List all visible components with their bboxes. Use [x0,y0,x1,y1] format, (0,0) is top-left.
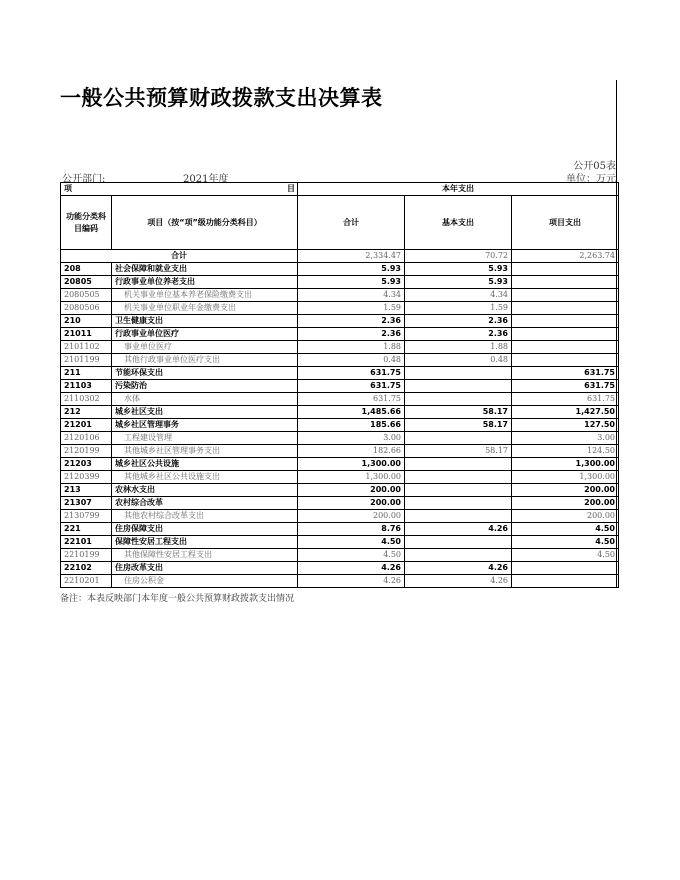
table-row [61,393,619,406]
table-row [61,549,619,562]
name-cell: 社会保障和就业支出 [112,263,298,276]
project-cell: 4.50 [512,523,619,536]
project-cell: 4.50 [512,536,619,549]
total-cell: 200.00 [298,497,405,510]
total-cell: 631.75 [298,393,405,406]
basic-cell [405,536,512,549]
basic-cell [405,510,512,523]
basic-cell [405,393,512,406]
basic-cell [405,471,512,484]
total-cell: 182.66 [298,445,405,458]
name-cell: 其他城乡社区管理事务支出 [112,445,298,458]
project-cell: 200.00 [512,484,619,497]
code-cell: 221 [61,523,112,536]
project-cell [512,302,619,315]
table-row [61,575,619,588]
total-cell: 2.36 [298,328,405,341]
page-title: 一般公共预算财政拨款支出决算表 [60,86,383,110]
total-row [61,250,619,263]
code-cell: 21201 [61,419,112,432]
total-cell: 631.75 [298,380,405,393]
name-cell: 住房公积金 [112,575,298,588]
basic-cell: 5.93 [405,263,512,276]
name-cell: 城乡社区管理事务 [112,419,298,432]
code-cell: 21103 [61,380,112,393]
project-cell: 631.75 [512,380,619,393]
project-cell: 1,300.00 [512,458,619,471]
name-cell: 住房改革支出 [112,562,298,575]
project-cell [512,354,619,367]
table-row [61,432,619,445]
code-cell: 22101 [61,536,112,549]
department-label: 公开部门: [62,174,106,185]
total-row-basic: 70.72 [405,250,512,263]
basic-cell [405,484,512,497]
basic-cell [405,367,512,380]
table-row [61,523,619,536]
code-cell: 2210199 [61,549,112,562]
total-cell: 1.59 [298,302,405,315]
project-cell: 1,300.00 [512,471,619,484]
table-row [61,484,619,497]
project-cell: 1,427.50 [512,406,619,419]
basic-cell: 5.93 [405,276,512,289]
header-row-top [61,183,619,196]
total-cell: 1,300.00 [298,471,405,484]
project-cell [512,562,619,575]
name-cell: 其他行政事业单位医疗支出 [112,354,298,367]
name-cell: 水体 [112,393,298,406]
code-cell: 213 [61,484,112,497]
table-row [61,328,619,341]
name-cell: 事业单位医疗 [112,341,298,354]
name-cell: 工程建设管理 [112,432,298,445]
basic-cell: 0.48 [405,354,512,367]
table-row [61,562,619,575]
total-cell: 200.00 [298,510,405,523]
code-cell: 2101199 [61,354,112,367]
name-column-header: 项目（按“项”级功能分类科目） [112,196,298,250]
name-cell: 农村综合改革 [112,497,298,510]
table-row [61,367,619,380]
total-cell: 1.88 [298,341,405,354]
name-cell: 机关事业单位职业年金缴费支出 [112,302,298,315]
code-cell: 21307 [61,497,112,510]
name-cell: 住房保障支出 [112,523,298,536]
basic-cell: 2.36 [405,315,512,328]
total-cell: 200.00 [298,484,405,497]
code-cell: 2120399 [61,471,112,484]
total-column-header: 合计 [298,196,405,250]
project-cell: 127.50 [512,419,619,432]
basic-column-header: 基本支出 [405,196,512,250]
project-column-header: 项目支出 [512,196,619,250]
total-cell: 3.00 [298,432,405,445]
code-cell: 21203 [61,458,112,471]
name-cell: 其他城乡社区公共设施支出 [112,471,298,484]
code-column-header: 功能分类科目编码 [61,196,112,250]
table-row [61,497,619,510]
code-cell: 2101102 [61,341,112,354]
table-row [61,380,619,393]
basic-cell: 58.17 [405,445,512,458]
total-cell: 8.76 [298,523,405,536]
total-row-total: 2,334.47 [298,250,405,263]
name-cell: 节能环保支出 [112,367,298,380]
project-cell: 200.00 [512,510,619,523]
project-cell [512,263,619,276]
basic-cell: 1.88 [405,341,512,354]
project-cell: 3.00 [512,432,619,445]
expenditure-table [60,182,619,588]
total-cell: 4.50 [298,536,405,549]
total-row-project: 2,263.74 [512,250,619,263]
project-cell: 4.50 [512,549,619,562]
project-cell [512,575,619,588]
table-row [61,510,619,523]
item-header-cell [61,183,298,196]
code-cell: 2120199 [61,445,112,458]
total-cell: 0.48 [298,354,405,367]
code-cell: 22102 [61,562,112,575]
name-cell: 其他农村综合改革支出 [112,510,298,523]
footnote: 备注：本表反映部门本年度一般公共预算财政拨款支出情况 [60,594,295,604]
project-cell [512,315,619,328]
basic-cell: 2.36 [405,328,512,341]
basic-cell: 58.17 [405,406,512,419]
table-row [61,471,619,484]
project-cell: 200.00 [512,497,619,510]
code-cell: 208 [61,263,112,276]
project-cell [512,276,619,289]
report-year: 2021年度 [183,174,229,185]
basic-cell [405,549,512,562]
table-row [61,289,619,302]
name-cell: 城乡社区公共设施 [112,458,298,471]
basic-cell [405,432,512,445]
table-row [61,302,619,315]
header-row-columns [61,196,619,250]
basic-cell: 4.26 [405,562,512,575]
total-cell: 5.93 [298,263,405,276]
code-cell: 211 [61,367,112,380]
project-cell [512,289,619,302]
name-cell: 行政事业单位养老支出 [112,276,298,289]
code-cell: 210 [61,315,112,328]
table-row [61,341,619,354]
basic-cell [405,458,512,471]
item-header-right: 目 [287,184,295,193]
name-cell: 城乡社区支出 [112,406,298,419]
total-cell: 631.75 [298,367,405,380]
project-cell: 124.50 [512,445,619,458]
total-row-label: 合计 [61,250,298,263]
unit-label: 单位：万元 [566,174,616,185]
project-cell [512,328,619,341]
total-cell: 5.93 [298,276,405,289]
basic-cell: 1.59 [405,302,512,315]
name-cell: 保障性安居工程支出 [112,536,298,549]
name-cell: 机关事业单位基本养老保险缴费支出 [112,289,298,302]
basic-cell: 4.26 [405,575,512,588]
total-cell: 4.26 [298,575,405,588]
table-row [61,406,619,419]
project-cell: 631.75 [512,393,619,406]
project-cell [512,341,619,354]
code-cell: 21011 [61,328,112,341]
code-cell: 2130799 [61,510,112,523]
basic-cell: 4.26 [405,523,512,536]
code-cell: 2110302 [61,393,112,406]
total-cell: 1,485.66 [298,406,405,419]
code-cell: 212 [61,406,112,419]
table-row [61,263,619,276]
name-cell: 行政事业单位医疗 [112,328,298,341]
table-row [61,419,619,432]
name-cell: 卫生健康支出 [112,315,298,328]
table-row [61,458,619,471]
project-cell: 631.75 [512,367,619,380]
basic-cell: 58.17 [405,419,512,432]
total-cell: 4.50 [298,549,405,562]
table-row [61,315,619,328]
total-cell: 185.66 [298,419,405,432]
name-cell: 污染防治 [112,380,298,393]
total-cell: 4.34 [298,289,405,302]
current-year-header: 本年支出 [298,183,619,196]
total-cell: 4.26 [298,562,405,575]
table-row [61,276,619,289]
item-header-left: 项 [64,184,72,193]
form-code: 公开05表 [573,161,616,172]
table-row [61,536,619,549]
basic-cell: 4.34 [405,289,512,302]
table-row [61,445,619,458]
table-row [61,354,619,367]
total-cell: 1,300.00 [298,458,405,471]
code-cell: 2080505 [61,289,112,302]
code-cell: 2080506 [61,302,112,315]
code-cell: 2120106 [61,432,112,445]
basic-cell [405,380,512,393]
name-cell: 农林水支出 [112,484,298,497]
basic-cell [405,497,512,510]
name-cell: 其他保障性安居工程支出 [112,549,298,562]
total-cell: 2.36 [298,315,405,328]
code-cell: 2210201 [61,575,112,588]
code-cell: 20805 [61,276,112,289]
